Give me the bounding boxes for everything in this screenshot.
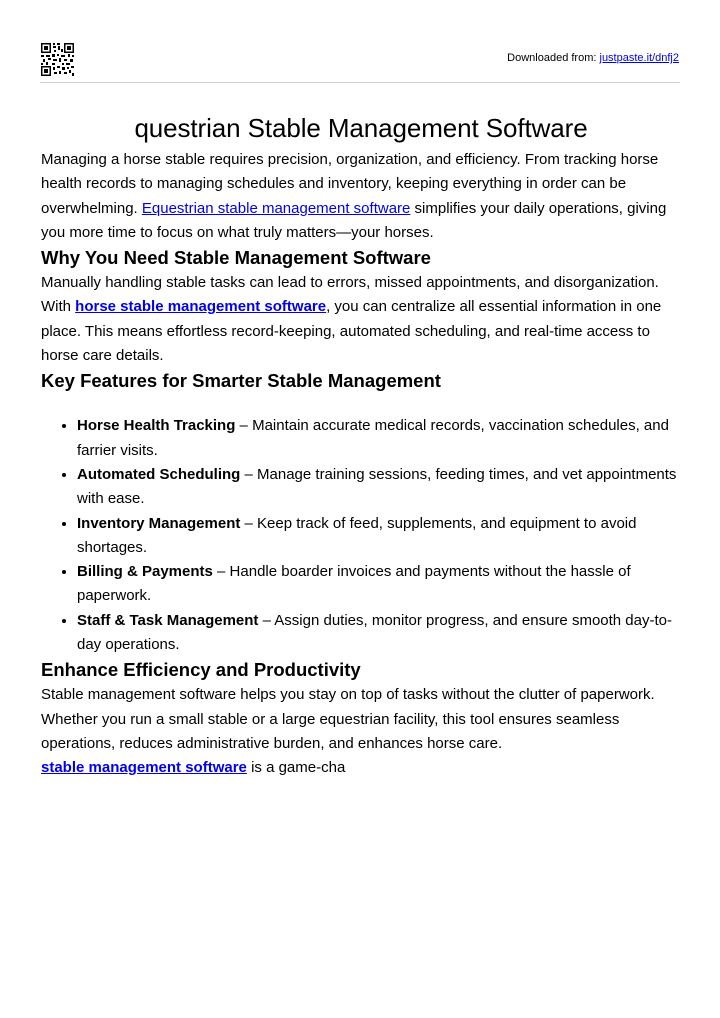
document-title: questrian Stable Management Software [134,113,588,143]
list-item [77,414,681,463]
why-text-after: , you can centralize all essential information in one place. This means effortless record-keeping, automated scheduling, and real-time access to horse care details. [41,298,662,365]
efficiency-paragraph: Stable management software helps you stay on top of tasks without the clutter of paperwork. Whether you run a small stable or a large equestrian facility, this tool ensures seamless operations, reduces administrative burden, and enhances horse care. [41,686,655,752]
feature-name: Billing & Payments [77,563,213,581]
efficiency-heading: Enhance Efficiency and Productivity [41,659,361,681]
horse-stable-software-link[interactable]: horse stable management software [75,298,327,316]
feature-name: Inventory Management [77,514,241,532]
features-heading: Key Features for Smarter Stable Management [41,370,441,392]
download-source [507,51,679,65]
feature-name: Automated Scheduling [77,465,241,483]
feature-text: – Assign duties, monitor progress, and ensure smooth day-to-day operations. [77,611,672,654]
list-item [77,512,681,561]
intro-text: Managing a horse stable requires precision, organization, and efficiency. From tracking horse health records to managing schedules and inventory, keeping everything in order can be overwhelming. [41,151,659,217]
list-item [77,609,681,658]
header-divider [40,82,680,83]
download-source-link[interactable]: justpaste.it/dnfj2 [599,52,679,64]
why-paragraph [41,271,681,368]
feature-text: – Handle boarder invoices and payments without the hassle of paperwork. [77,563,631,605]
why-text: Manually handling stable tasks can lead to errors, missed appointments, and disorganization. With [41,274,659,316]
final-text: is a game-cha [246,759,346,777]
feature-text: – Maintain accurate medical records, vaccination schedules, and farrier visits. [77,417,669,459]
equestrian-software-link[interactable]: Equestrian stable management software [141,199,411,217]
stable-software-link[interactable]: stable management software [41,759,247,777]
features-list [41,414,681,657]
qr-code-icon [41,43,74,76]
feature-name: Horse Health Tracking [77,417,236,435]
list-item [77,560,681,609]
why-heading: Why You Need Stable Management Software [41,247,431,269]
final-paragraph [41,756,681,780]
list-item [77,463,681,512]
download-source-label: Downloaded from: [507,52,597,64]
feature-name: Staff & Task Management [77,611,259,629]
feature-text: – Manage training sessions, feeding times, and vet appointments with ease. [77,465,677,508]
intro-paragraph [41,148,681,245]
feature-text: – Keep track of feed, supplements, and equipment to avoid shortages. [77,514,637,556]
intro-text-after: simplifies your daily operations, giving you more time to focus on what truly matters—your horses. [41,199,667,241]
document-body [41,108,681,781]
